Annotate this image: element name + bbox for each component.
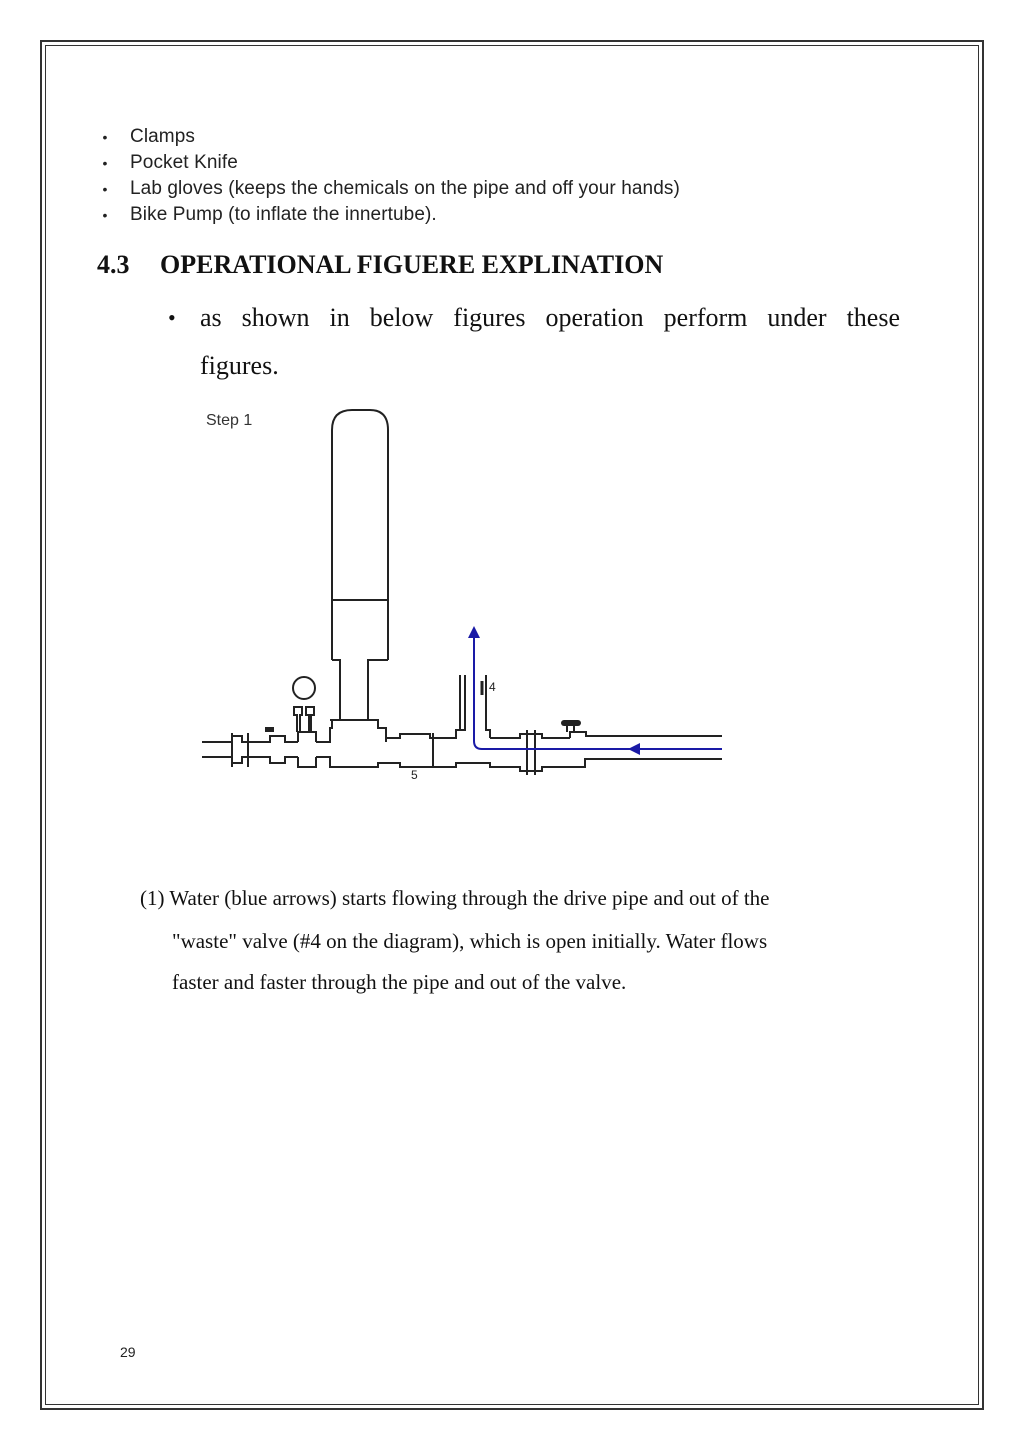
- main-body-top-right: [386, 734, 448, 742]
- air-chamber: [332, 410, 388, 660]
- hydraulic-ram-diagram: [190, 395, 730, 795]
- waste-valve-left: [448, 675, 465, 738]
- tee-fitting: [298, 757, 316, 767]
- flow-arrow-up-icon: [468, 626, 480, 638]
- step-description-line-1: (1) Water (blue arrows) starts flowing through the drive pipe and out of the: [140, 886, 770, 910]
- outlet-pipe-top: [490, 734, 570, 738]
- list-item-text: Bike Pump (to inflate the innertube).: [130, 204, 437, 225]
- water-flow-path: [474, 637, 722, 749]
- gauge-stem: [294, 707, 302, 732]
- bullet-icon: •: [102, 207, 108, 223]
- bullet-icon: •: [102, 155, 108, 171]
- list-item-text: Pocket Knife: [130, 152, 238, 173]
- chamber-neck-left: [330, 660, 340, 720]
- list-item-text: Clamps: [130, 126, 196, 147]
- main-body-bottom: [316, 757, 448, 767]
- valve-handle-icon: [265, 727, 274, 732]
- chamber-neck-right: [368, 660, 388, 720]
- valve-handle-icon: [561, 720, 581, 726]
- bullet-icon: •: [168, 305, 176, 330]
- inlet-pipe-top: [202, 736, 298, 742]
- outlet-pipe-bottom: [500, 759, 722, 771]
- step-description-line-2: "waste" valve (#4 on the diagram), which is open initially. Water flows: [172, 929, 768, 953]
- tee-fitting: [298, 732, 316, 742]
- page-number: 29: [120, 1344, 136, 1360]
- label-4: 4: [489, 680, 496, 694]
- step-label: Step 1: [206, 412, 253, 429]
- step-description-line-3: faster and faster through the pipe and out of the valve.: [172, 970, 627, 994]
- intro-text-line-1: as shown in below figures operation perform under these: [200, 303, 900, 332]
- inlet-pipe-bottom: [202, 757, 298, 763]
- list-item-text: Lab gloves (keeps the chemicals on the pipe and off your hands): [130, 178, 680, 199]
- section-number: 4.3: [97, 250, 130, 279]
- outlet-valve-stem: [567, 725, 574, 732]
- bullet-icon: •: [102, 181, 108, 197]
- flow-line: [474, 637, 722, 749]
- pressure-gauge-icon: [293, 677, 315, 699]
- label-5: 5: [411, 768, 418, 782]
- flow-arrow-left-icon: [628, 743, 640, 755]
- waste-valve-bottom: [448, 763, 500, 767]
- outlet-pipe-top-right: [570, 732, 722, 738]
- main-body-top: [316, 720, 386, 742]
- gauge-stem: [306, 707, 314, 732]
- intro-text-line-2: figures.: [200, 351, 279, 380]
- pipe-system: [202, 410, 722, 775]
- bullet-icon: •: [102, 129, 108, 145]
- section-title: OPERATIONAL FIGUERE EXPLINATION: [160, 250, 664, 279]
